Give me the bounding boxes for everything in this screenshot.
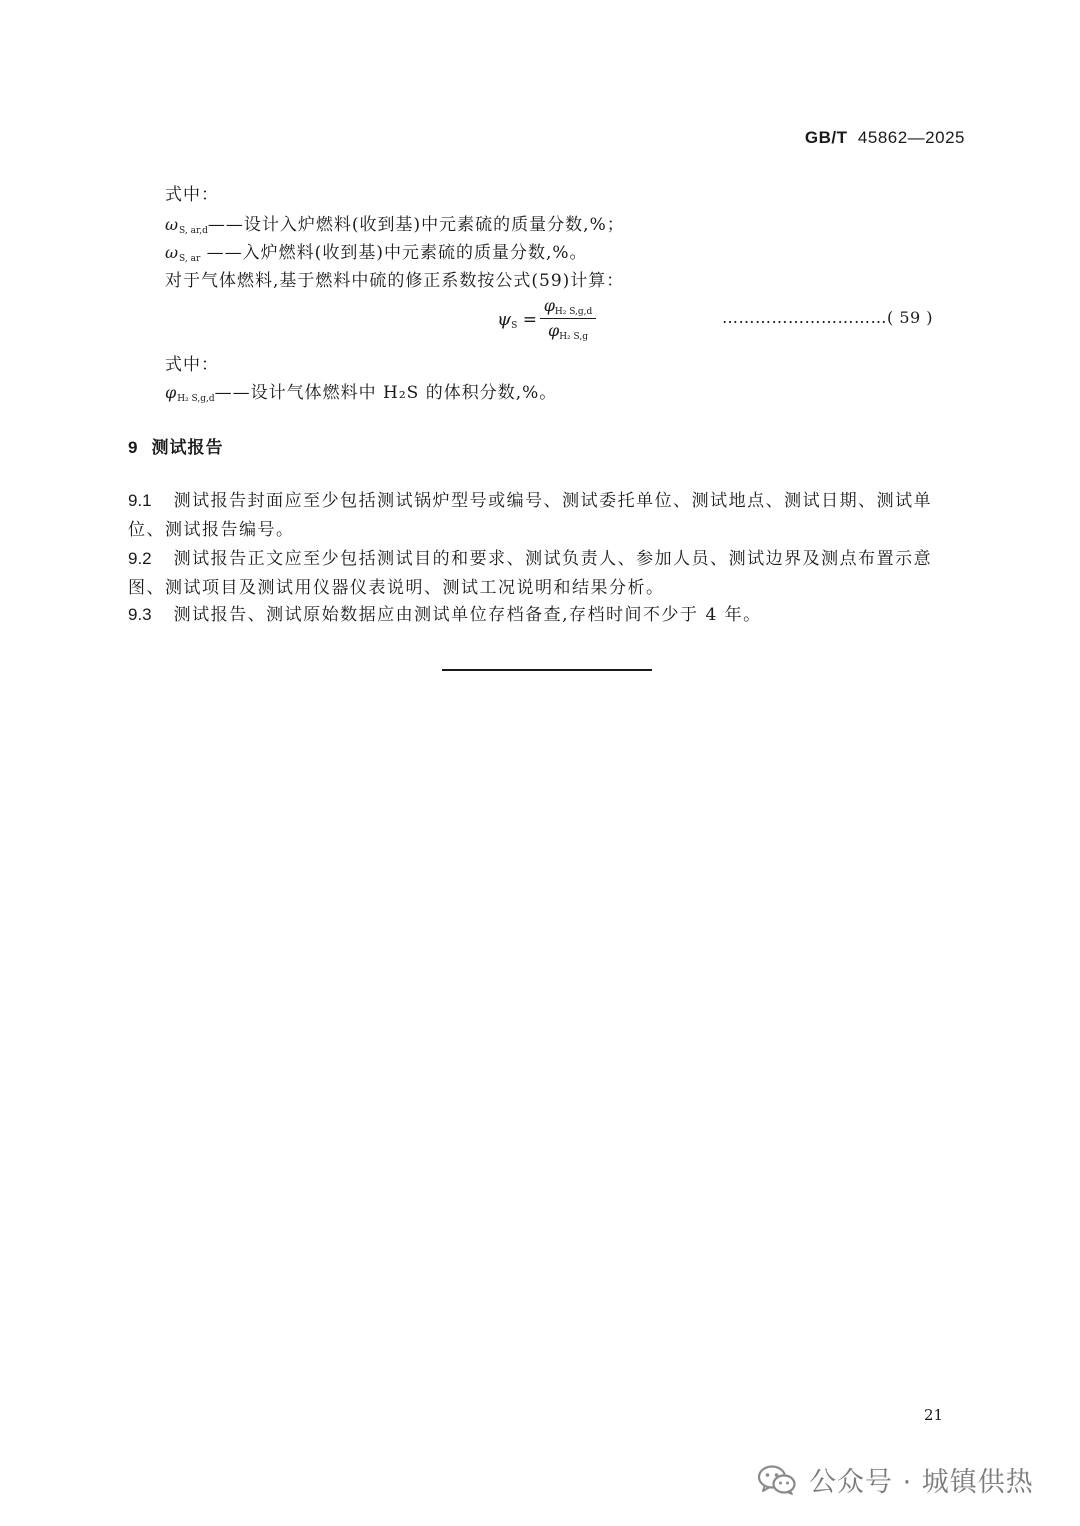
- definition-row-1: [165, 210, 625, 236]
- section-title: 测试报告: [151, 438, 224, 457]
- clause-number: 9.3: [128, 605, 152, 624]
- equation-number: …………………………( 59 ): [722, 308, 934, 327]
- definition-row-2: [165, 238, 588, 264]
- watermark: [757, 1460, 1034, 1499]
- page-number: 21: [924, 1406, 944, 1424]
- clause-9-3: [128, 600, 968, 630]
- definition-symbol: ω: [165, 215, 180, 234]
- definition-subscript: H₂ S,g,d: [177, 394, 215, 404]
- watermark-text: 公众号 · 城镇供热: [809, 1467, 1034, 1498]
- clause-text: 测试报告封面应至少包括测试锅炉型号或编号、测试委托单位、测试地点、测试日期、测试单位、测试报告编号。: [128, 491, 933, 540]
- clause-number: 9.1: [128, 491, 152, 510]
- equation-fraction: [540, 296, 596, 341]
- wechat-icon: [757, 1465, 797, 1495]
- clause-text: 测试报告正文应至少包括测试目的和要求、测试负责人、参加人员、测试边界及测点布置示意图、测试项目及测试用仪器仪表说明、测试工况说明和结果分析。: [128, 549, 933, 598]
- standard-code: [805, 128, 965, 148]
- clause-9-1: [128, 486, 968, 545]
- fraction-denominator: [540, 321, 596, 341]
- definition-row-3: [165, 378, 557, 404]
- equation-lhs: [497, 309, 537, 331]
- where-label-2: 式中：: [165, 355, 219, 375]
- equation-equals: =: [522, 310, 537, 330]
- denominator-subscript: H₂ S,g: [559, 332, 588, 342]
- definition-text: ——入炉燃料(收到基)中元素硫的质量分数,%。: [200, 243, 588, 263]
- clause-number: 9.2: [128, 549, 152, 568]
- definition-symbol: φ: [165, 383, 178, 402]
- clause-text: 测试报告、测试原始数据应由测试单位存档备查,存档时间不少于 4 年。: [173, 605, 762, 625]
- definition-subscript: S, ar,d: [179, 226, 208, 236]
- definition-symbol: ω: [165, 243, 180, 262]
- definition-text: ——设计气体燃料中 H₂S 的体积分数,%。: [214, 383, 558, 403]
- clause-9-2: [128, 544, 968, 603]
- where-label-1: 式中：: [165, 185, 219, 205]
- fraction-bar: [540, 318, 596, 319]
- denominator-symbol: φ: [548, 321, 560, 340]
- definition-subscript: S, ar: [179, 254, 201, 264]
- section-number: 9: [128, 438, 138, 457]
- section-heading: [128, 433, 223, 458]
- end-of-document-rule: [442, 669, 652, 671]
- gas-fuel-intro: 对于气体燃料,基于燃料中硫的修正系数按公式(59)计算：: [165, 271, 625, 291]
- equation-lhs-subscript: S: [511, 321, 518, 331]
- standard-prefix: GB/T: [804, 128, 848, 147]
- numerator-subscript: H₂ S,g,d: [554, 307, 593, 317]
- definition-text: ——设计入炉燃料(收到基)中元素硫的质量分数,%；: [207, 215, 625, 235]
- standard-number: 45862—2025: [857, 128, 965, 147]
- numerator-symbol: φ: [543, 296, 555, 315]
- equation-lhs-symbol: ψ: [497, 309, 512, 330]
- fraction-numerator: [540, 296, 596, 316]
